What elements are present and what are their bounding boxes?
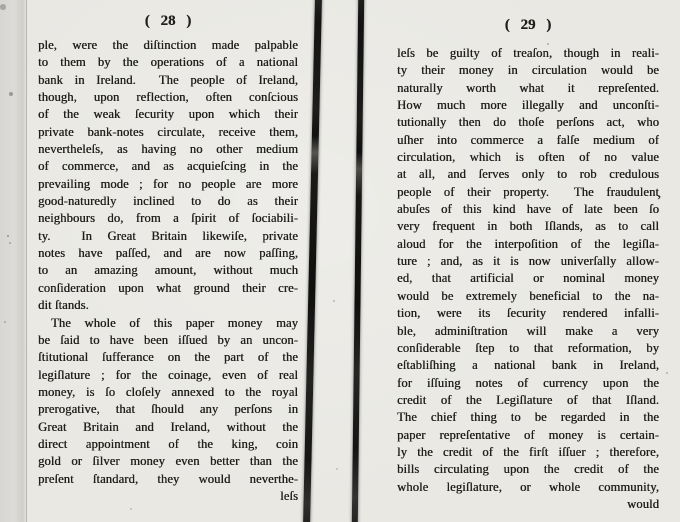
text-line: ple, were the diſtinction made palpable — [38, 38, 298, 52]
text-line: conſiderable ſtep to that reformation, by — [397, 340, 659, 355]
text-line: uſher into commerce a falſe medium of — [397, 132, 659, 147]
text-line: prerogative, that ſhould any perſons in — [38, 402, 298, 417]
text-line: private bank-notes circulate, receive them, — [38, 124, 298, 139]
text-line: abuſes of this kind have of late been ſo — [397, 202, 659, 217]
text-line: ed, that artificial or nominal money — [397, 271, 659, 286]
text-line: would — [627, 496, 659, 511]
text-line: ſtitutional ſufferance on the part of the — [38, 350, 298, 365]
text-line: dit ſtands. — [38, 298, 89, 313]
text-line: The whole of this paper money may — [51, 315, 298, 330]
text-line: at all, and ſerves only to rob credulous — [397, 167, 659, 182]
text-line: Great Britain and Ireland, without the — [38, 419, 298, 434]
text-line: to an amazing amount, without much — [38, 263, 298, 278]
text-line: tion, were its ſecurity rendered infalli- — [397, 306, 659, 321]
binding-crease-left — [303, 0, 322, 522]
page-29 — [397, 17, 662, 513]
text-line: eſtabliſhing a national bank in Ireland, — [397, 358, 659, 373]
text-line: credit of the Legiſlature of that Iſland. — [397, 392, 659, 407]
text-line: notes have paſſed, and are now paſſing, — [38, 246, 298, 261]
text-line: though, upon reflection, often conſcious — [38, 90, 298, 105]
text-line: whole legiſlature, or whole community, — [397, 479, 659, 494]
text-line: of the weak ſecurity upon which their — [38, 107, 298, 122]
page-28 — [38, 13, 298, 505]
ink-artifact-mark: ’ — [657, 192, 662, 207]
binding-crease-right — [352, 0, 365, 522]
text-line: preſent ſtandard, they would neverthe- — [38, 471, 298, 486]
text-line: for iſſuing notes of currency upon the — [397, 375, 659, 390]
text-line: direct appointment of the king, coin — [38, 436, 298, 451]
text-line: of commerce, and as acquieſcing in the — [38, 159, 298, 174]
text-line: aloud for the interpoſition of the legiſla- — [397, 236, 659, 251]
text-line: good-naturedly inclined to do as their — [38, 194, 298, 209]
text-line: tutionally then do thoſe perſons act, who — [397, 115, 659, 130]
text-line: bank in Ireland. The people of Ireland, — [38, 72, 298, 87]
text-line: conſideration upon what ground their cre- — [38, 280, 298, 295]
text-line: ly the credit of the firſt iſſuer ; therefore, — [397, 444, 659, 459]
text-line: neighbours do, from a ſpirit of ſociabili- — [38, 211, 298, 226]
text-line: very frequent in both Iſlands, as to call — [397, 219, 659, 234]
text-line: How much more illegally and unconſti- — [397, 98, 659, 113]
text-line: prevailing mode ; for no people are more — [38, 176, 298, 191]
page-29-number: ( 29 ) — [504, 17, 552, 33]
text-line: leſs be guilty of treaſon, though in reali- — [397, 46, 659, 60]
text-line: be ſaid to have been iſſued by an uncon- — [38, 332, 298, 347]
text-line: leſs — [280, 488, 298, 503]
text-line: ty their money in circulation would be — [397, 63, 659, 78]
text-line: gold or ſilver money even better than the — [38, 454, 298, 469]
text-line: people of their property. The fraudulent — [397, 184, 659, 199]
scan-left-edge — [0, 0, 27, 522]
text-line: nevertheleſs, as having no other medium — [38, 142, 298, 157]
text-line: to them by the operations of a national — [38, 55, 298, 70]
text-line: naturally worth what it repreſented. — [397, 80, 659, 95]
text-line: ture ; and, as it is now univerſally allow- — [397, 254, 659, 269]
text-line: ble, adminiſtration will make a very — [397, 323, 659, 338]
text-line: ty. In Great Britain likewiſe, private — [38, 228, 298, 243]
paper-specks — [0, 0, 2, 2]
page-28-body — [38, 37, 298, 505]
text-line: circulation, which is often of no value — [397, 150, 659, 165]
text-line: legiſlature ; for the coinage, even of real — [38, 367, 298, 382]
text-line: paper repreſentative of money is certain- — [397, 427, 659, 442]
text-line: money, is ſo cloſely annexed to the royal — [38, 384, 298, 399]
text-line: would be extremely beneficial to the na- — [397, 288, 659, 303]
page-29-body — [397, 45, 662, 513]
text-line: bills circulating upon the credit of the — [397, 462, 659, 477]
text-line: The chief thing to be regarded in the — [397, 410, 659, 425]
page-28-number: ( 28 ) — [144, 13, 192, 29]
